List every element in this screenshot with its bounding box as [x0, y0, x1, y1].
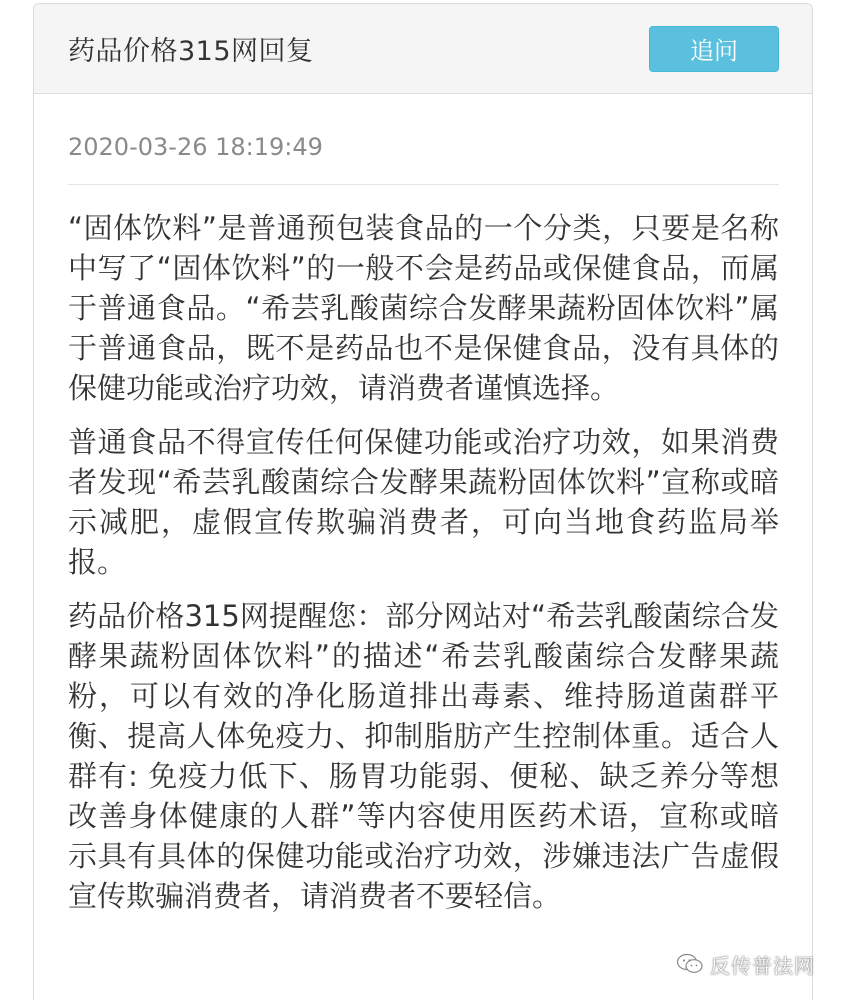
card-header [34, 4, 812, 94]
reply-paragraph: 普通食品不得宣传任何保健功能或治疗功效，如果消费者发现“希芸乳酸菌综合发酵果蔬粉固体饮料”宣称或暗示减肥，虚假宣传欺骗消费者，可向当地食药监局举报。 [68, 425, 779, 579]
reply-paragraph: 药品价格315网提醒您：部分网站对“希芸乳酸菌综合发酵果蔬粉固体饮料”的描述“希芸乳酸菌综合发酵果蔬粉，可以有效的净化肠道排出毒素、维持肠道菌群平衡、提高人体免疫力、抑制脂肪产生控制体重。适合人群有: 免疫力低下、肠胃功能弱、便秘、缺乏养分等想改善身体健康的人群”等内容使用医药术语，宣称或暗示具有具体的保健功能或治疗功效，涉嫌违法广告虚假宣传欺骗消费者，请消费者不要轻信。 [68, 599, 779, 913]
reply-timestamp: 2020-03-26 18:19:49 [68, 133, 323, 161]
reply-card [33, 3, 813, 1000]
reply-title: 药品价格315网回复 [68, 36, 314, 67]
divider [68, 184, 779, 185]
card-body [34, 130, 812, 916]
watermark-text: 反传普法网 [710, 953, 815, 978]
follow-up-button[interactable]: 追问 [649, 26, 779, 72]
reply-content [68, 208, 779, 916]
watermark [676, 947, 815, 981]
reply-paragraph: “固体饮料”是普通预包装食品的一个分类，只要是名称中写了“固体饮料”的一般不会是药品或保健食品，而属于普通食品。“希芸乳酸菌综合发酵果蔬粉固体饮料”属于普通食品，既不是药品也不是保健食品，没有具体的保健功能或治疗功效，请消费者谨慎选择。 [68, 211, 779, 405]
wechat-icon [676, 953, 704, 975]
